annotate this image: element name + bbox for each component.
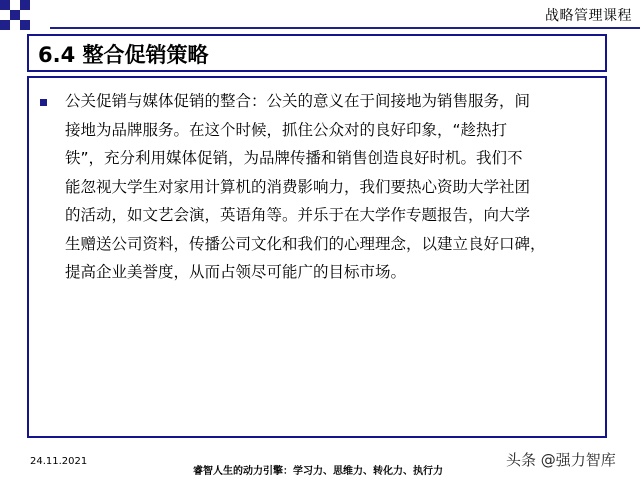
footer-date: 24.11.2021 <box>30 456 88 467</box>
footer-slogan: 睿智人生的动力引擎：学习力、思维力、转化力、执行力 <box>193 466 443 477</box>
body-line: 接地为品牌服务。在这个时候，抓住公众对的良好印象，“趁热打 <box>65 120 508 139</box>
checker-decoration <box>0 0 34 34</box>
body-line: 的活动，如文艺会演，英语角等。并乐于在大学作专题报告，向大学 <box>65 206 531 224</box>
body-line: 铁”，充分利用媒体促销，为品牌传播和销售创造良好时机。我们不 <box>65 149 523 167</box>
body-line: 生赠送公司资料，传播公司文化和我们的心理理念，以建立良好口碑， <box>65 234 546 253</box>
course-title: 战略管理课程 <box>545 8 632 24</box>
title-frame <box>27 34 607 72</box>
header-divider <box>50 27 640 29</box>
watermark: 头条 @强力智库 <box>506 451 616 469</box>
body-line: 提高企业美誉度，从而占领尽可能广的目标市场。 <box>65 263 407 281</box>
slide-title: 6.4 整合促销策略 <box>38 43 209 67</box>
content-frame <box>27 76 607 438</box>
body-line: 能忽视大学生对家用计算机的消费影响力，我们要热心资助大学社团 <box>65 177 531 196</box>
square-bullet-icon <box>40 99 47 106</box>
body-line: 公关促销与媒体促销的整合：公关的意义在于间接地为销售服务，间 <box>65 92 531 110</box>
body-paragraph <box>65 87 605 287</box>
